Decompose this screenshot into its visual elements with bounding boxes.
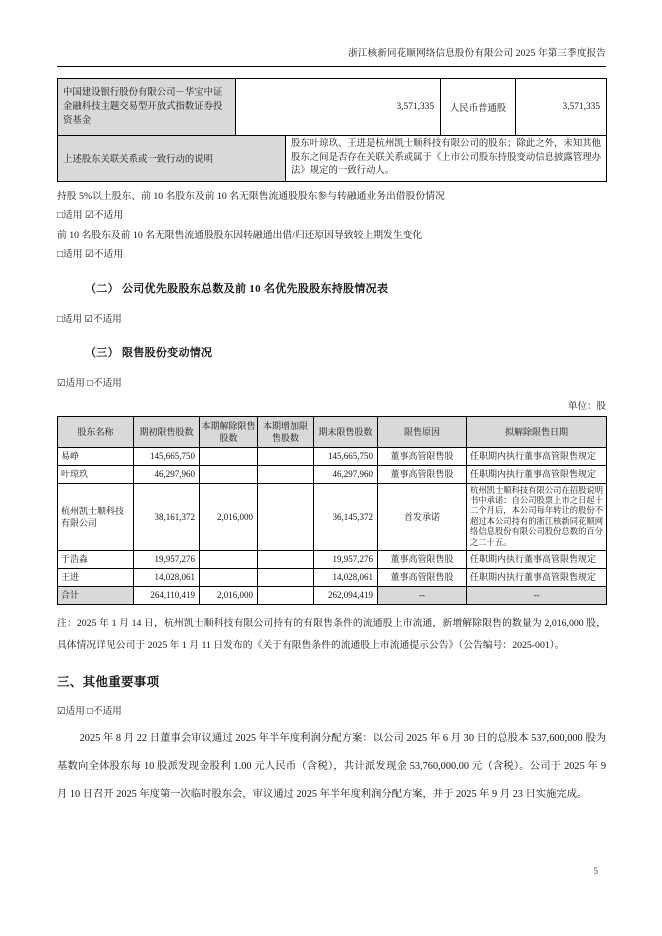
relation-statement-table — [57, 135, 607, 182]
section-preferred-heading: （二） 公司优先股股东总数及前 10 名优先股股东持股情况表 — [85, 282, 389, 295]
table-cell: 14,028,061 — [134, 568, 200, 586]
lending-statement: 持股 5%以上股东、前 10 名股东及前 10 名无限售流通股股东参与转融通业务出借股份情况 — [57, 190, 445, 202]
table-cell: 董事高管限售股 — [378, 447, 467, 465]
change-statement: 前 10 名股东及前 10 名无限售流通股股东因转融通出借/归还原因导致较上期发生变化 — [57, 229, 423, 241]
table-cell — [258, 465, 314, 483]
table-cell — [258, 483, 314, 550]
table-cell: 任职期内执行董事高管限售规定 — [467, 465, 607, 483]
header-released: 本期解除限售股数 — [200, 416, 258, 447]
report-header-title: 浙江核新同花顺网络信息股份有限公司 2025 年第三季度报告 — [57, 45, 606, 67]
restricted-shares-note: 注：2025 年 1 月 14 日，杭州凯士顺科技有限公司持有的有限售条件的流通股上市流通，新增解除限售的数量为 2,016,000 股，具体情况详见公司于 2025 年 1 月 11 日发布的《关于有限售条件的流通股上市流通提示公告》（公告编号：2025-001）。 — [57, 617, 606, 651]
header-restriction-reason: 限售原因 — [378, 416, 467, 447]
header-release-date: 拟解除限售日期 — [467, 416, 607, 447]
shareholder-name-cell: 易峥 — [58, 447, 134, 465]
table-cell — [258, 586, 314, 604]
relation-label-cell: 上述股东关联关系或一致行动的说明 — [58, 136, 286, 182]
table-cell: 董事高管限售股 — [378, 465, 467, 483]
header-added: 本期增加限售股数 — [258, 416, 314, 447]
restricted-shares-table — [57, 416, 607, 605]
table-cell: 19,957,276 — [314, 550, 378, 568]
section-other-matters-heading: 三、其他重要事项 — [57, 674, 160, 689]
table-cell: 145,665,750 — [314, 447, 378, 465]
table-cell: 任职期内执行董事高管限售规定 — [467, 550, 607, 568]
table-cell: 38,161,372 — [134, 483, 200, 550]
table-cell: 19,957,276 — [134, 550, 200, 568]
fund-name-cell: 中国建设银行股份有限公司－华宝中证金融科技主题交易型开放式指数证券投资基金 — [58, 79, 236, 136]
table-cell — [258, 447, 314, 465]
table-cell: 首发承诺 — [378, 483, 467, 550]
shareholder-name-cell: 叶琼玖 — [58, 465, 134, 483]
shareholder-name-cell: 于浩淼 — [58, 550, 134, 568]
table-row — [58, 447, 607, 465]
relation-text-cell: 股东叶琼玖、王进是杭州凯士顺科技有限公司的股东；除此之外，未知其他股东之间是否存在关联关系或属于《上市公司股东持股变动信息披露管理办法》规定的一致行动人。 — [286, 136, 607, 182]
table-cell: 任职期内执行董事高管限售规定 — [467, 447, 607, 465]
header-ending-restricted: 期末限售股数 — [314, 416, 378, 447]
header-shareholder-name: 股东名称 — [58, 416, 134, 447]
table-cell: 任职期内执行董事高管限售规定 — [467, 568, 607, 586]
other-matters-applicability-checkboxes: ☑适用 □不适用 — [57, 705, 122, 717]
change-applicability-checkboxes: □适用 ☑不适用 — [57, 249, 124, 260]
table-cell — [200, 447, 258, 465]
table-cell: 董事高管限售股 — [378, 568, 467, 586]
table-cell: 46,297,960 — [314, 465, 378, 483]
table-cell — [200, 465, 258, 483]
table-cell: 2,016,000 — [200, 483, 258, 550]
table-total-row — [58, 586, 607, 604]
fund-shareholder-table — [57, 78, 607, 136]
section-restricted-heading: （三） 限售股份变动情况 — [85, 346, 213, 359]
table-cell: 46,297,960 — [134, 465, 200, 483]
table-cell: 262,094,419 — [314, 586, 378, 604]
header-beginning-restricted: 期初限售股数 — [134, 416, 200, 447]
table-cell: 2,016,000 — [200, 586, 258, 604]
table-cell — [200, 550, 258, 568]
shareholder-name-cell: 王进 — [58, 568, 134, 586]
restricted-applicability-checkboxes: ☑适用 □不适用 — [57, 377, 122, 389]
total-label-cell: 合计 — [58, 586, 134, 604]
table-cell — [258, 550, 314, 568]
share-class-cell: 人民币普通股 — [441, 79, 516, 136]
lending-applicability-checkboxes: □适用 ☑不适用 — [57, 210, 124, 221]
table-cell: -- — [467, 586, 607, 604]
table-cell: 36,145,372 — [314, 483, 378, 550]
shareholder-name-cell: 杭州凯士顺科技有限公司 — [58, 483, 134, 550]
table-cell: 董事高管限售股 — [378, 550, 467, 568]
table-row — [58, 136, 607, 182]
shares-held-cell: 3,571,335 — [236, 79, 441, 136]
table-cell: 264,110,419 — [134, 586, 200, 604]
table-row — [58, 79, 607, 136]
unrestricted-shares-cell: 3,571,335 — [516, 79, 607, 136]
table-row — [58, 465, 607, 483]
table-cell — [200, 568, 258, 586]
lending-statements — [57, 187, 606, 265]
table-cell: -- — [378, 586, 467, 604]
table-header-row — [58, 416, 607, 447]
table-row — [58, 483, 607, 550]
table-cell: 145,665,750 — [134, 447, 200, 465]
table-row — [58, 550, 607, 568]
table-row — [58, 568, 607, 586]
table-cell — [258, 568, 314, 586]
page-number: 5 — [593, 866, 598, 876]
dividend-paragraph: 2025 年 8 月 22 日董事会审议通过 2025 年半年度利润分配方案：以公司 2025 年 6 月 30 日的总股本 537,600,000 股为基数向全体股东每 10 股派发现金股利 1.00 元人民币（含税），共计派发现金 53,760,000.00 元（含税）。公司于 2025 年 9 月 10 日召开 2025 年度第一次临时股东会，审议通过 2025 年半年度利润分配方案，并于 2025 年 9 月 23 日实施完成。 — [57, 732, 606, 800]
table-cell: 14,028,061 — [314, 568, 378, 586]
ipo-commitment-cell: 杭州凯士顺科技有限公司在招股说明书中承诺：自公司股票上市之日起十二个月后，本公司每年转让的股份不超过本公司持有的浙江核新同花顺网络信息股份有限公司股份总数的百分之二十五。 — [467, 483, 607, 550]
unit-label: 单位：股 — [567, 401, 606, 412]
preferred-applicability-checkboxes: □适用 ☑不适用 — [57, 313, 122, 325]
